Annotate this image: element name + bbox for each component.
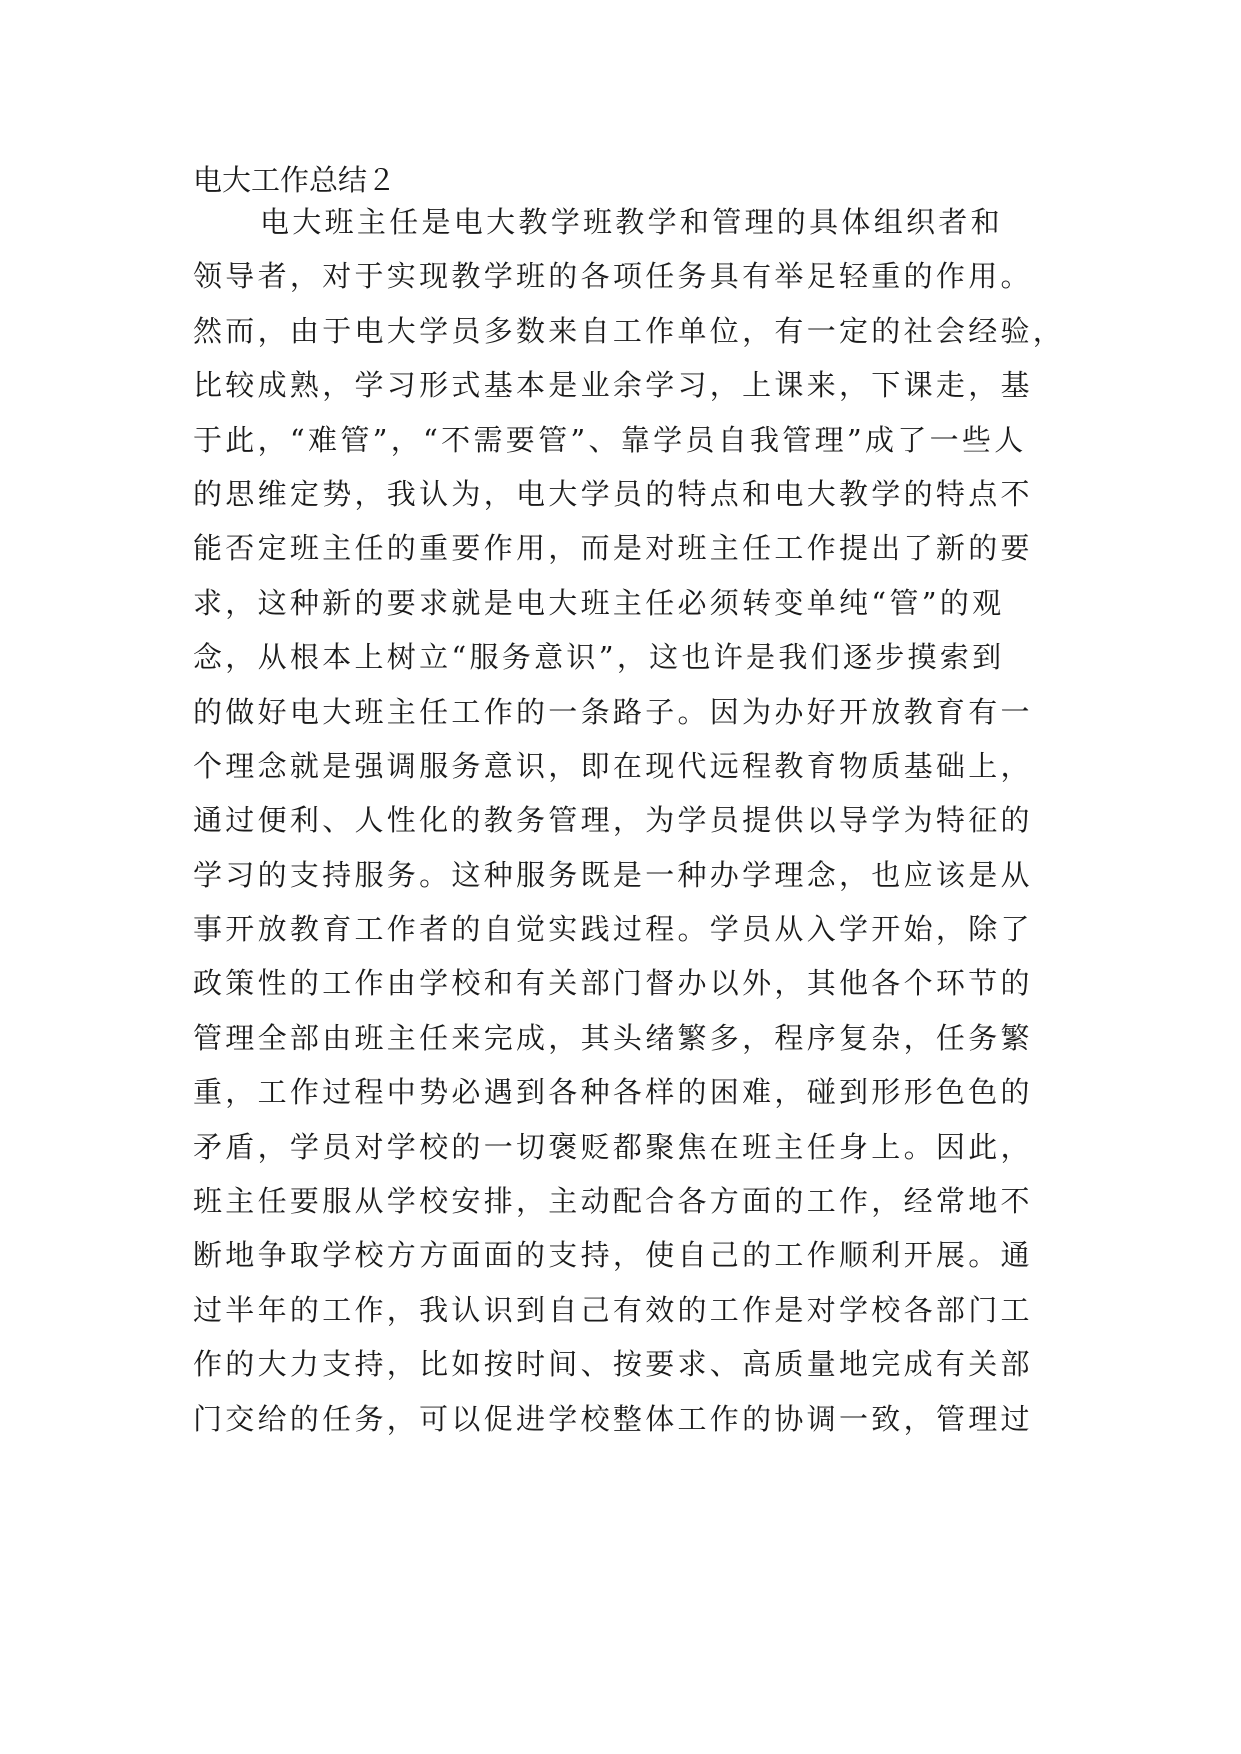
body-line: 门交给的任务，可以促进学校整体工作的协调一致，管理过 bbox=[193, 1401, 1033, 1436]
body-line: 然而，由于电大学员多数来自工作单位，有一定的社会经验， bbox=[193, 313, 1066, 348]
body-line: 的做好电大班主任工作的一条路子。因为办好开放教育有一 bbox=[193, 694, 1033, 729]
body-line: 求，这种新的要求就是电大班主任必须转变单纯“管”的观 bbox=[193, 585, 1005, 620]
body-line: 矛盾，学员对学校的一切褒贬都聚焦在班主任身上。因此， bbox=[193, 1129, 1033, 1164]
body-line: 学习的支持服务。这种服务既是一种办学理念，也应该是从 bbox=[193, 857, 1033, 892]
document-body bbox=[193, 195, 1073, 1446]
body-line: 电大班主任是电大教学班教学和管理的具体组织者和 bbox=[260, 205, 1003, 239]
body-line: 重，工作过程中势必遇到各种各样的困难，碰到形形色色的 bbox=[193, 1075, 1033, 1110]
body-line: 班主任要服从学校安排，主动配合各方面的工作，经常地不 bbox=[193, 1184, 1033, 1219]
body-line: 作的大力支持，比如按时间、按要求、高质量地完成有关部 bbox=[193, 1347, 1033, 1382]
body-line: 的思维定势，我认为，电大学员的特点和电大教学的特点不 bbox=[193, 476, 1033, 511]
body-line: 比较成熟，学习形式基本是业余学习，上课来，下课走，基 bbox=[193, 368, 1033, 403]
body-line: 领导者，对于实现教学班的各项任务具有举足轻重的作用。 bbox=[193, 259, 1033, 294]
body-line: 政策性的工作由学校和有关部门督办以外，其他各个环节的 bbox=[193, 966, 1033, 1001]
body-line: 事开放教育工作者的自觉实践过程。学员从入学开始，除了 bbox=[193, 912, 1033, 947]
body-line: 断地争取学校方方面面的支持，使自己的工作顺利开展。通 bbox=[193, 1238, 1033, 1273]
body-line: 于此，“难管”，“不需要管”、靠学员自我管理”成了一些人 bbox=[193, 422, 1027, 457]
body-line: 个理念就是强调服务意识，即在现代远程教育物质基础上， bbox=[193, 748, 1033, 783]
document-title: 电大工作总结２ bbox=[193, 163, 397, 197]
body-line: 过半年的工作，我认识到自己有效的工作是对学校各部门工 bbox=[193, 1292, 1033, 1327]
body-line: 念，从根本上树立“服务意识”，这也许是我们逐步摸索到 bbox=[193, 640, 1005, 675]
body-line: 通过便利、人性化的教务管理，为学员提供以导学为特征的 bbox=[193, 803, 1033, 838]
body-line: 能否定班主任的重要作用，而是对班主任工作提出了新的要 bbox=[193, 531, 1033, 566]
body-line: 管理全部由班主任来完成，其头绪繁多，程序复杂，任务繁 bbox=[193, 1020, 1033, 1055]
